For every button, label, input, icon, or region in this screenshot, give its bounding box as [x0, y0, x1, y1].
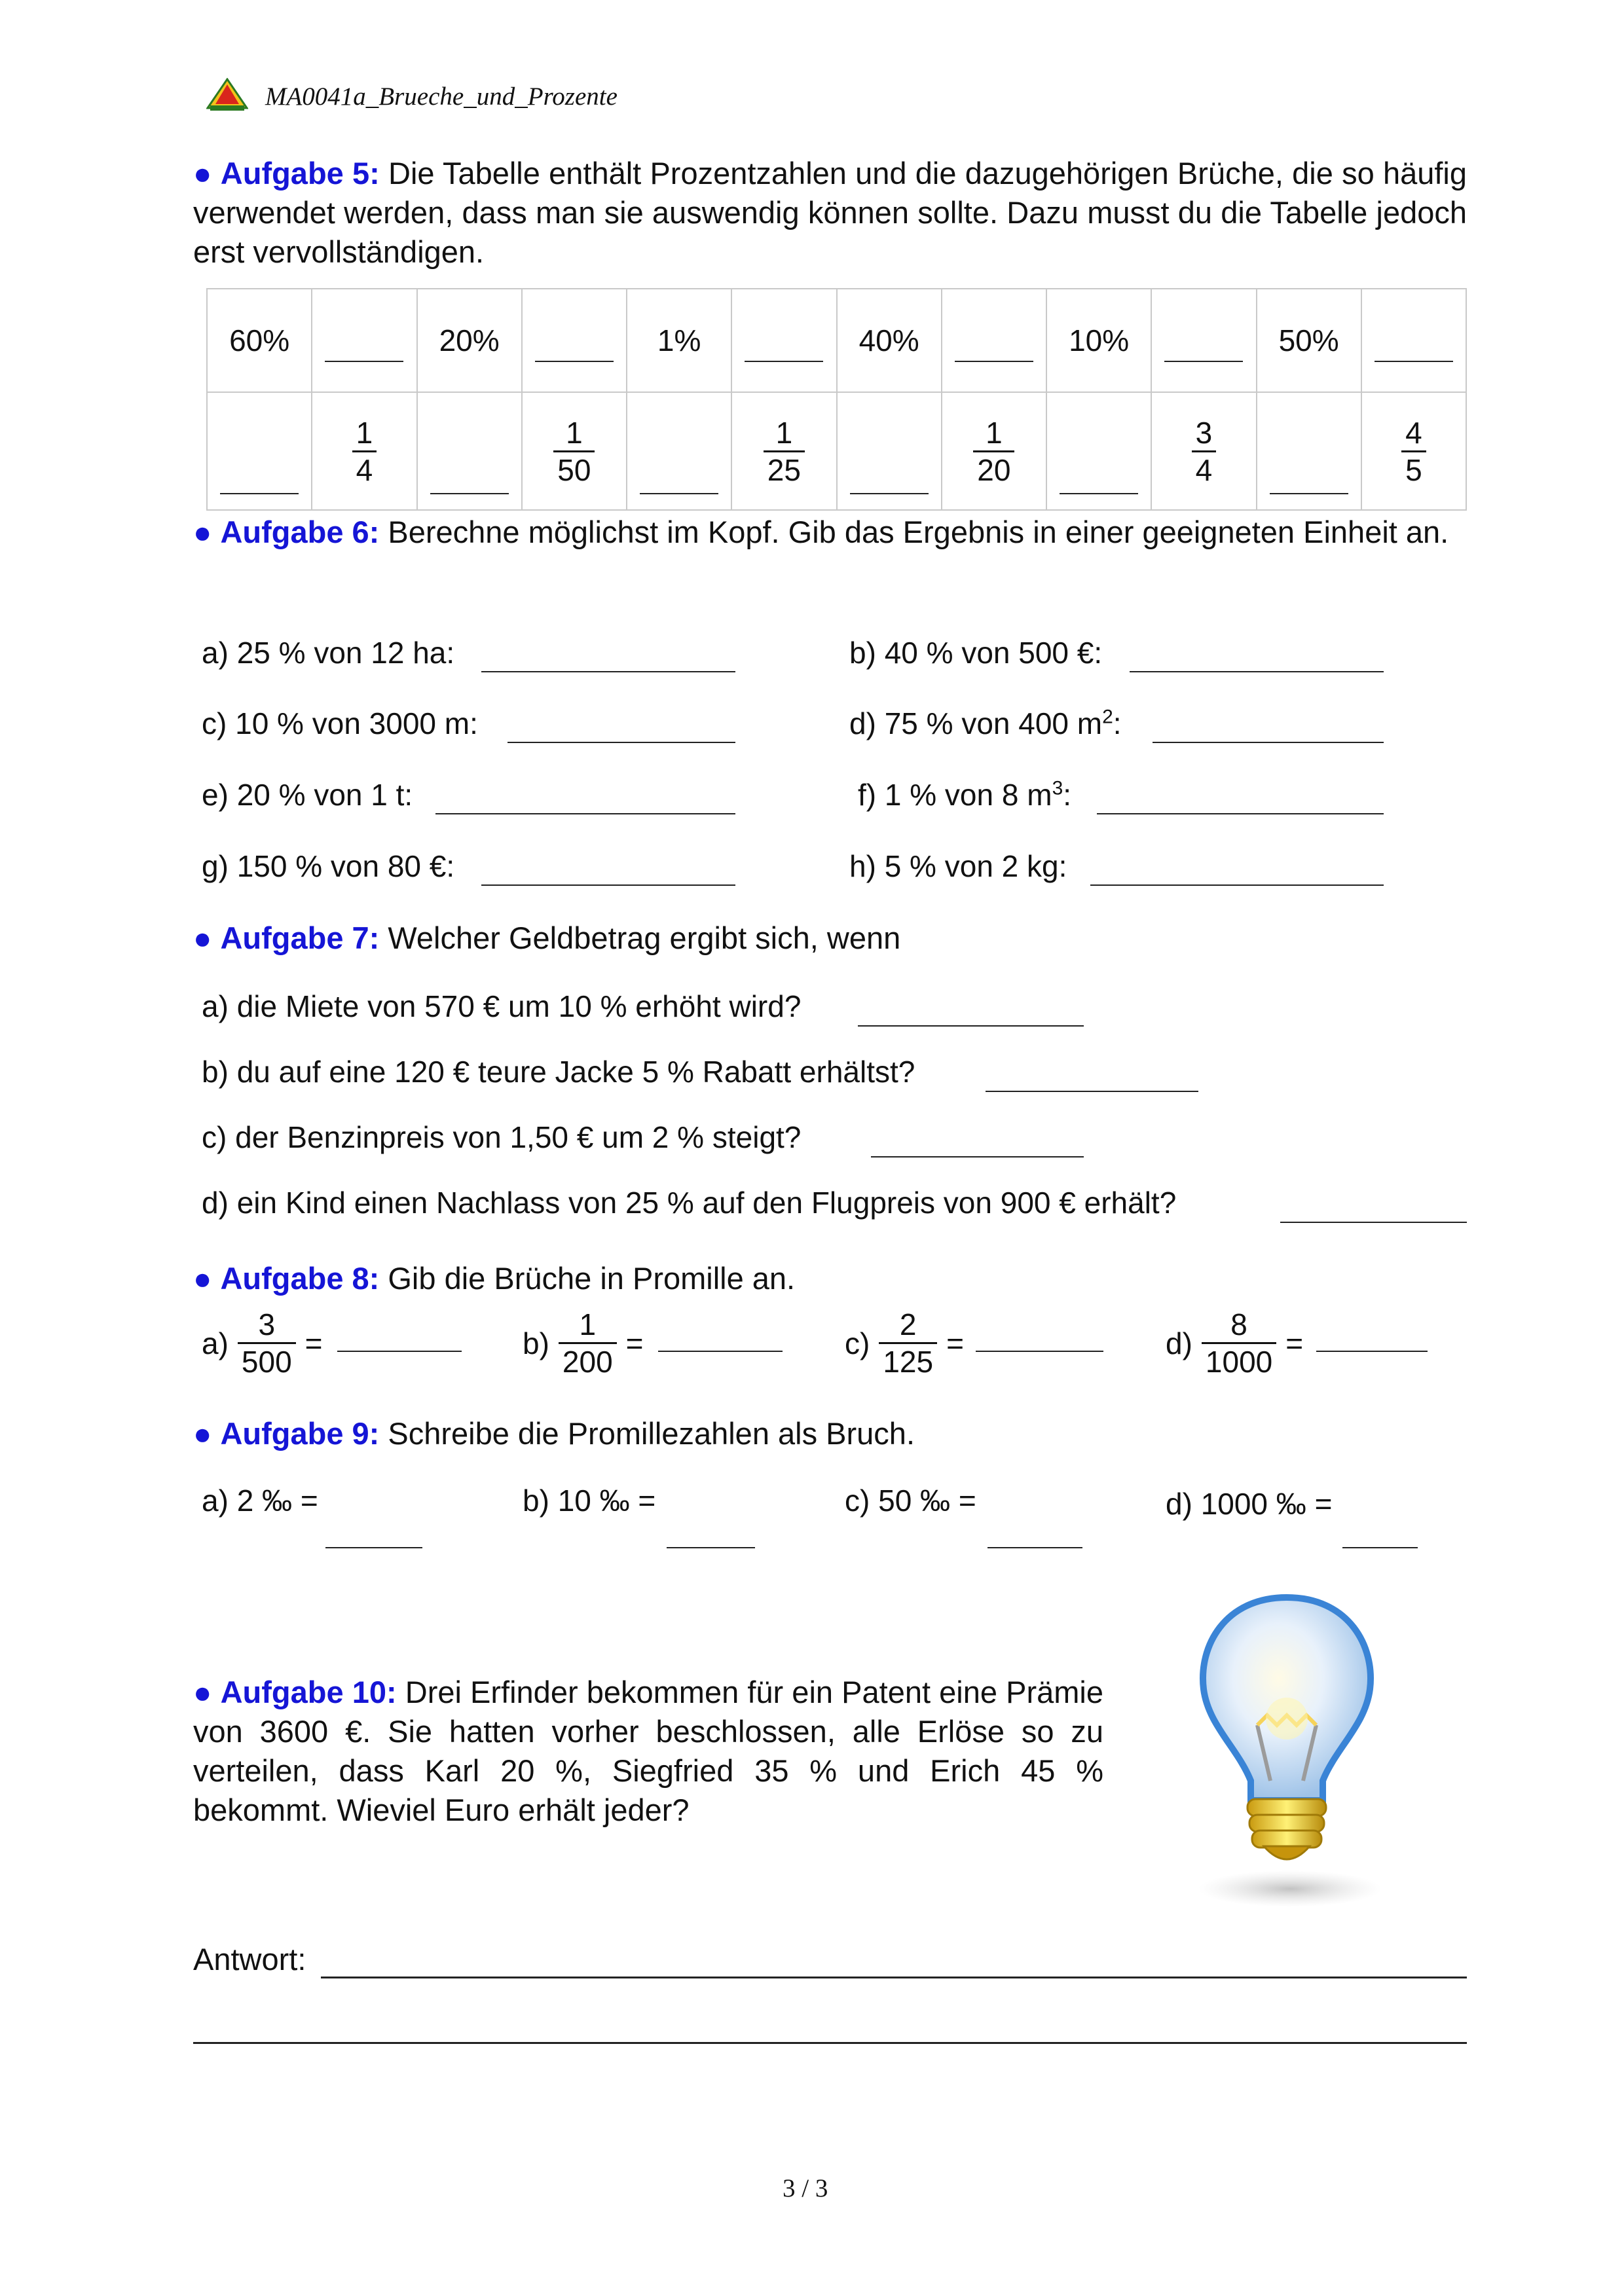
- task-6-item-c: c) 10 % von 3000 m:: [202, 706, 478, 740]
- answer-line[interactable]: [1090, 884, 1384, 886]
- answer-line[interactable]: [481, 670, 735, 672]
- answer-line[interactable]: [481, 884, 735, 886]
- page-number: 3 / 3: [783, 2174, 828, 2202]
- answer-line[interactable]: [1316, 1350, 1428, 1352]
- answer-line[interactable]: [325, 1546, 422, 1548]
- task-7-item-d: d) ein Kind einen Nachlass von 25 % auf den Flugpreis von 900 € erhält?: [202, 1186, 1177, 1220]
- task-7-text: ● Aufgabe 7: Welcher Geldbetrag ergibt sich, wenn: [193, 920, 901, 955]
- table-cell-blank[interactable]: [1151, 289, 1256, 392]
- task-9-item-c: c) 50 ‰ =: [845, 1484, 976, 1518]
- table-cell-percent: 50%: [1257, 289, 1361, 392]
- answer-line[interactable]: [976, 1350, 1103, 1352]
- answer-line[interactable]: [858, 1025, 1084, 1027]
- answer-line[interactable]: [667, 1546, 755, 1548]
- table-cell-fraction: $\frac{1}{25}$: [731, 392, 836, 510]
- task-8-item-b: b) $\frac{1}{200}$ =: [523, 1307, 644, 1379]
- document-title: MA0041a_Brueche_und_Prozente: [265, 82, 618, 111]
- task-8-label: Aufgabe 8:: [220, 1261, 380, 1296]
- task-8-item-d: d) $\frac{8}{1000}$ =: [1166, 1307, 1304, 1379]
- answer-line[interactable]: [871, 1156, 1084, 1157]
- task-6-text: ● Aufgabe 6: Berechne möglichst im Kopf. Gib das Ergebnis in einer geeigneten Einheit an.: [193, 515, 1449, 549]
- task-9-item-d: d) 1000 ‰ =: [1166, 1487, 1333, 1521]
- task-8-text: ● Aufgabe 8: Gib die Brüche in Promille an.: [193, 1261, 796, 1296]
- task-6-item-d: d) 75 % von 400 $m^2$:: [849, 706, 1122, 740]
- task-5-text: ● Aufgabe 5: Die Tabelle enthält Prozentzahlen und die dazugehörigen Brüche, die so häufig verwendet werden, dass man sie auswendig können sollte. Dazu musst du die Tabelle jedoch erst vervollständigen.: [193, 156, 1467, 269]
- table-cell-fraction: $\frac{3}{4}$: [1151, 392, 1256, 510]
- table-cell-fraction: $\frac{4}{5}$: [1361, 392, 1466, 510]
- table-cell-fraction: $\frac{1}{20}$: [942, 392, 1046, 510]
- light-bulb-icon: [1179, 1584, 1395, 1912]
- table-cell-blank[interactable]: [207, 392, 312, 510]
- table-cell-blank[interactable]: [627, 392, 731, 510]
- table-cell-blank[interactable]: [1361, 289, 1466, 392]
- answer-line[interactable]: [321, 1976, 1467, 1978]
- task-9-text: ● Aufgabe 9: Schreibe die Promillezahlen als Bruch.: [193, 1416, 915, 1451]
- answer-line[interactable]: [986, 1090, 1198, 1092]
- answer-line[interactable]: [658, 1350, 783, 1352]
- task-7-label: Aufgabe 7:: [220, 920, 380, 955]
- task-8-item-c: c) $\frac{2}{125}$ =: [845, 1307, 964, 1379]
- task-7-item-b: b) du auf eine 120 € teure Jacke 5 % Rabatt erhältst?: [202, 1055, 915, 1089]
- table-cell-percent: 60%: [207, 289, 312, 392]
- answer-line[interactable]: [1153, 741, 1384, 743]
- answer-line[interactable]: [507, 741, 735, 743]
- table-cell-fraction: $\frac{1}{4}$: [312, 392, 416, 510]
- table-cell-percent: 1%: [627, 289, 731, 392]
- table-cell-blank[interactable]: [837, 392, 942, 510]
- table-cell-percent: 10%: [1046, 289, 1151, 392]
- task-6-item-f: f) 1 % von 8 $m^3$:: [858, 777, 1072, 812]
- table-cell-blank[interactable]: [1257, 392, 1361, 510]
- table-cell-blank[interactable]: [731, 289, 836, 392]
- task-10-label: Aufgabe 10:: [220, 1675, 397, 1709]
- answer-line[interactable]: [193, 2041, 1467, 2044]
- task-9-label: Aufgabe 9:: [220, 1416, 380, 1451]
- answer-line[interactable]: [337, 1350, 462, 1352]
- task-8-item-a: a) $\frac{3}{500}$ =: [202, 1307, 323, 1379]
- table-cell-fraction: $\frac{1}{50}$: [522, 392, 627, 510]
- task-6-item-g: g) 150 % von 80 €:: [202, 849, 455, 883]
- task-6-item-h: h) 5 % von 2 kg:: [849, 849, 1067, 883]
- table-cell-percent: 20%: [417, 289, 522, 392]
- table-cell-blank[interactable]: [417, 392, 522, 510]
- task-6-item-b: b) 40 % von 500 €:: [849, 636, 1103, 670]
- answer-line[interactable]: [1280, 1221, 1467, 1223]
- task-7-item-a: a) die Miete von 570 € um 10 % erhöht wird?: [202, 989, 802, 1023]
- table-cell-blank[interactable]: [312, 289, 416, 392]
- task-10-text: ● Aufgabe 10: Drei Erfinder bekommen für ein Patent eine Prämie von 3600 €. Sie hatten vorher beschlossen, alle Erlöse so zu verteilen, dass Karl 20 %, Siegfried 35 % und Erich 45 % bekommt. Wieviel Euro erhält jeder?: [193, 1675, 1103, 1827]
- logo-icon: [206, 78, 248, 115]
- answer-label: Antwort:: [193, 1942, 306, 1977]
- task-9-item-a: a) 2 ‰ =: [202, 1484, 318, 1518]
- task-5-label: Aufgabe 5:: [220, 156, 380, 191]
- table-cell-blank[interactable]: [522, 289, 627, 392]
- page-header: [206, 73, 618, 119]
- table-cell-blank[interactable]: [1046, 392, 1151, 510]
- task-6-label: Aufgabe 6:: [220, 515, 380, 549]
- answer-line[interactable]: [1130, 670, 1384, 672]
- task-6-item-e: e) 20 % von 1 t:: [202, 778, 413, 812]
- answer-line[interactable]: [1342, 1546, 1418, 1548]
- answer-line[interactable]: [435, 812, 735, 814]
- percent-fraction-table: [206, 288, 1467, 511]
- task-6-item-a: a) 25 % von 12 ha:: [202, 636, 455, 670]
- table-cell-percent: 40%: [837, 289, 942, 392]
- answer-line[interactable]: [1097, 812, 1384, 814]
- answer-line[interactable]: [987, 1546, 1082, 1548]
- table-cell-blank[interactable]: [942, 289, 1046, 392]
- task-7-item-c: c) der Benzinpreis von 1,50 € um 2 % steigt?: [202, 1120, 802, 1154]
- task-9-item-b: b) 10 ‰ =: [523, 1484, 656, 1518]
